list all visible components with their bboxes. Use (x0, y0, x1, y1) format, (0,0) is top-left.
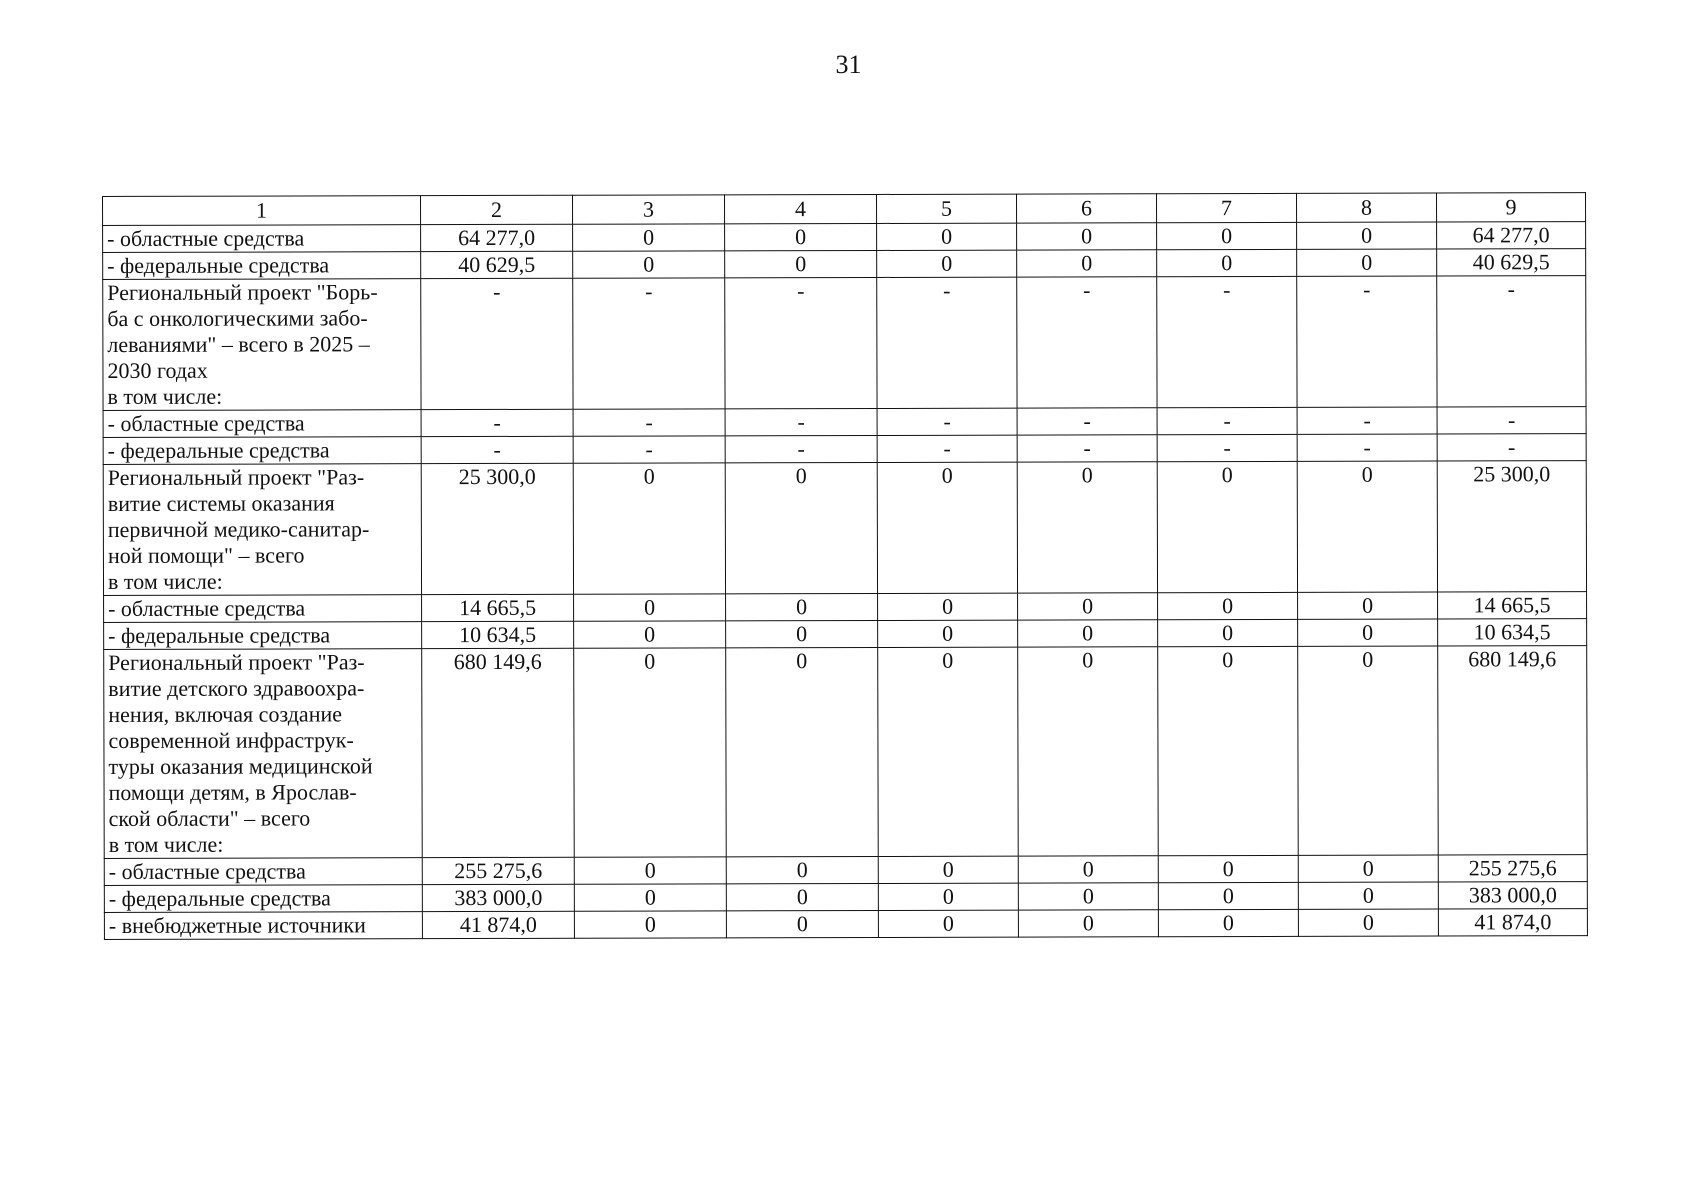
value-cell: 0 (1017, 462, 1157, 593)
value-cell: - (573, 278, 725, 409)
row-name-line: помощи детям, в Ярослав- (108, 779, 357, 805)
row-name-line: - областные средства (108, 858, 306, 884)
value-cell: 0 (1018, 910, 1158, 937)
table-row (103, 407, 1586, 438)
row-name-cell (104, 885, 422, 913)
value-cell: 0 (1298, 909, 1438, 936)
value-cell: 0 (574, 884, 726, 911)
value-cell: - (573, 436, 725, 463)
row-name-line: ба с онкологическими забо- (107, 305, 368, 331)
value-cell: 0 (1297, 222, 1437, 249)
table-row (103, 249, 1586, 280)
value-cell: 0 (1158, 909, 1298, 936)
row-name-line: - областные средства (108, 595, 306, 621)
value-cell: - (1157, 434, 1297, 461)
table-row (103, 222, 1586, 253)
row-name-line: в том числе: (107, 568, 223, 594)
row-name-line: ской области" – всего (108, 805, 311, 831)
value-cell: 0 (878, 593, 1018, 620)
value-cell: 0 (574, 621, 726, 648)
table-row (103, 461, 1586, 596)
table-row (104, 909, 1587, 940)
value-cell: 0 (726, 647, 879, 856)
row-name-cell (103, 279, 421, 411)
financing-table (102, 192, 1588, 940)
table-header-row (103, 193, 1586, 226)
value-cell: - (421, 436, 573, 463)
row-name-cell (103, 225, 421, 253)
value-cell: 0 (725, 223, 877, 250)
table-row (104, 882, 1587, 913)
row-name-line: в том числе: (108, 831, 224, 857)
value-cell: 0 (1298, 855, 1438, 882)
row-name-line: леваниями" – всего в 2025 – (107, 331, 370, 357)
row-name-line: - областные средства (107, 225, 305, 251)
value-cell: - (421, 278, 573, 409)
row-name-line: туры оказания медицинской (108, 753, 373, 779)
value-cell: - (1437, 276, 1586, 407)
value-cell: 0 (1297, 461, 1437, 592)
value-cell: - (877, 277, 1017, 408)
value-cell: 0 (877, 250, 1017, 277)
value-cell: 0 (1158, 882, 1298, 909)
value-cell: - (1157, 407, 1297, 434)
header-cell: 8 (1296, 193, 1436, 222)
row-name-line: современной инфраструк- (108, 727, 354, 753)
value-cell: 0 (725, 462, 877, 593)
value-cell: - (725, 408, 877, 435)
value-cell: 0 (725, 250, 877, 277)
value-cell: 0 (573, 224, 725, 251)
value-cell: 680 149,6 (1438, 646, 1588, 855)
value-cell: 383 000,0 (422, 884, 574, 911)
value-cell: - (1297, 276, 1437, 407)
value-cell: 0 (1297, 249, 1437, 276)
value-cell: - (725, 277, 877, 408)
value-cell: - (1017, 408, 1157, 435)
value-cell: - (1437, 407, 1586, 434)
value-cell: 0 (574, 594, 726, 621)
value-cell: - (1017, 435, 1157, 462)
value-cell: 0 (1018, 647, 1159, 856)
value-cell: - (1157, 276, 1297, 407)
value-cell: 0 (574, 648, 727, 857)
table-row (104, 855, 1587, 886)
value-cell: 0 (1157, 461, 1297, 592)
value-cell: 0 (574, 857, 726, 884)
value-cell: 383 000,0 (1438, 882, 1587, 909)
row-name-cell (103, 437, 421, 465)
value-cell: 0 (726, 593, 878, 620)
value-cell: 0 (1158, 592, 1298, 619)
value-cell: 40 629,5 (1437, 249, 1586, 276)
value-cell: - (877, 408, 1017, 435)
value-cell: 0 (878, 910, 1018, 937)
table-body (103, 193, 1588, 940)
row-name-cell (104, 622, 422, 650)
table-row (104, 619, 1587, 650)
value-cell: 0 (878, 856, 1018, 883)
value-cell: 0 (574, 911, 726, 938)
row-name-line: нения, включая создание (108, 701, 343, 727)
value-cell: 0 (1157, 249, 1297, 276)
value-cell: - (1017, 277, 1157, 408)
value-cell: 0 (1158, 646, 1299, 855)
value-cell: 0 (573, 251, 725, 278)
value-cell: - (573, 409, 725, 436)
row-name-cell (103, 410, 421, 438)
row-name-line: первичной медико-санитар- (107, 516, 370, 542)
value-cell: 0 (1157, 222, 1297, 249)
header-cell: 9 (1436, 193, 1585, 222)
value-cell: 0 (1298, 646, 1439, 855)
header-cell: 1 (103, 196, 421, 226)
row-name-line: - федеральные средства (108, 885, 331, 911)
row-name-line: в том числе: (107, 383, 223, 409)
value-cell: 0 (1018, 883, 1158, 910)
value-cell: 0 (878, 883, 1018, 910)
table-row (104, 646, 1588, 859)
row-name-line: витие системы оказания (107, 490, 335, 516)
value-cell: - (1437, 434, 1586, 461)
value-cell: 0 (1018, 620, 1158, 647)
row-name-line: Региональный проект "Раз- (107, 464, 365, 490)
row-name-cell (104, 649, 423, 859)
value-cell: 680 149,6 (422, 648, 575, 857)
row-name-line: Региональный проект "Борь- (107, 279, 378, 305)
value-cell: 14 665,5 (1438, 592, 1587, 619)
value-cell: 40 629,5 (421, 251, 573, 278)
row-name-line: - федеральные средства (107, 252, 330, 278)
table-row (103, 276, 1586, 411)
value-cell: 14 665,5 (422, 594, 574, 621)
value-cell: - (877, 435, 1017, 462)
value-cell: 0 (1298, 619, 1438, 646)
value-cell: - (421, 409, 573, 436)
row-name-cell (104, 858, 422, 886)
value-cell: 64 277,0 (421, 224, 573, 251)
value-cell: 0 (1018, 593, 1158, 620)
table-row (104, 592, 1587, 623)
value-cell: 0 (726, 856, 878, 883)
value-cell: - (1297, 407, 1437, 434)
value-cell: 10 634,5 (422, 621, 574, 648)
header-cell: 2 (421, 195, 573, 224)
header-cell: 3 (572, 195, 724, 224)
value-cell: 0 (877, 223, 1017, 250)
value-cell: 0 (878, 647, 1019, 856)
row-name-cell (103, 464, 421, 596)
row-name-line: ной помощи" – всего (107, 542, 305, 568)
value-cell: 0 (1298, 592, 1438, 619)
header-cell: 7 (1156, 193, 1296, 222)
row-name-line: - областные средства (107, 410, 305, 436)
value-cell: 0 (726, 883, 878, 910)
value-cell: 0 (878, 620, 1018, 647)
value-cell: 41 874,0 (1438, 909, 1587, 936)
financing-table-wrapper (102, 192, 1587, 940)
row-name-line: - внебюджетные источники (108, 912, 366, 938)
value-cell: 0 (573, 463, 725, 594)
row-name-line: витие детского здравоохра- (108, 675, 365, 701)
value-cell: 25 300,0 (1437, 461, 1586, 592)
table-row (103, 434, 1586, 465)
row-name-line: 2030 годах (107, 357, 208, 383)
value-cell: - (1297, 434, 1437, 461)
value-cell: 0 (726, 910, 878, 937)
value-cell: 0 (1158, 619, 1298, 646)
value-cell: 0 (1017, 250, 1157, 277)
value-cell: 10 634,5 (1438, 619, 1587, 646)
row-name-cell (104, 595, 422, 623)
value-cell: 0 (1158, 855, 1298, 882)
header-cell: 4 (724, 194, 876, 223)
row-name-line: - федеральные средства (108, 622, 331, 648)
value-cell: 0 (1298, 882, 1438, 909)
row-name-cell (104, 912, 422, 940)
page-number: 31 (835, 50, 862, 79)
value-cell: 0 (1017, 223, 1157, 250)
value-cell: 0 (877, 462, 1017, 593)
header-cell: 6 (1016, 194, 1156, 223)
value-cell: 64 277,0 (1437, 222, 1586, 249)
value-cell: 25 300,0 (421, 463, 573, 594)
value-cell: 41 874,0 (422, 911, 574, 938)
value-cell: - (725, 435, 877, 462)
value-cell: 255 275,6 (422, 857, 574, 884)
value-cell: 0 (1018, 856, 1158, 883)
row-name-cell (103, 252, 421, 280)
value-cell: 0 (726, 620, 878, 647)
value-cell: 255 275,6 (1438, 855, 1587, 882)
row-name-line: Региональный проект "Раз- (108, 649, 365, 675)
header-cell: 5 (876, 194, 1016, 223)
row-name-line: - федеральные средства (107, 437, 330, 463)
